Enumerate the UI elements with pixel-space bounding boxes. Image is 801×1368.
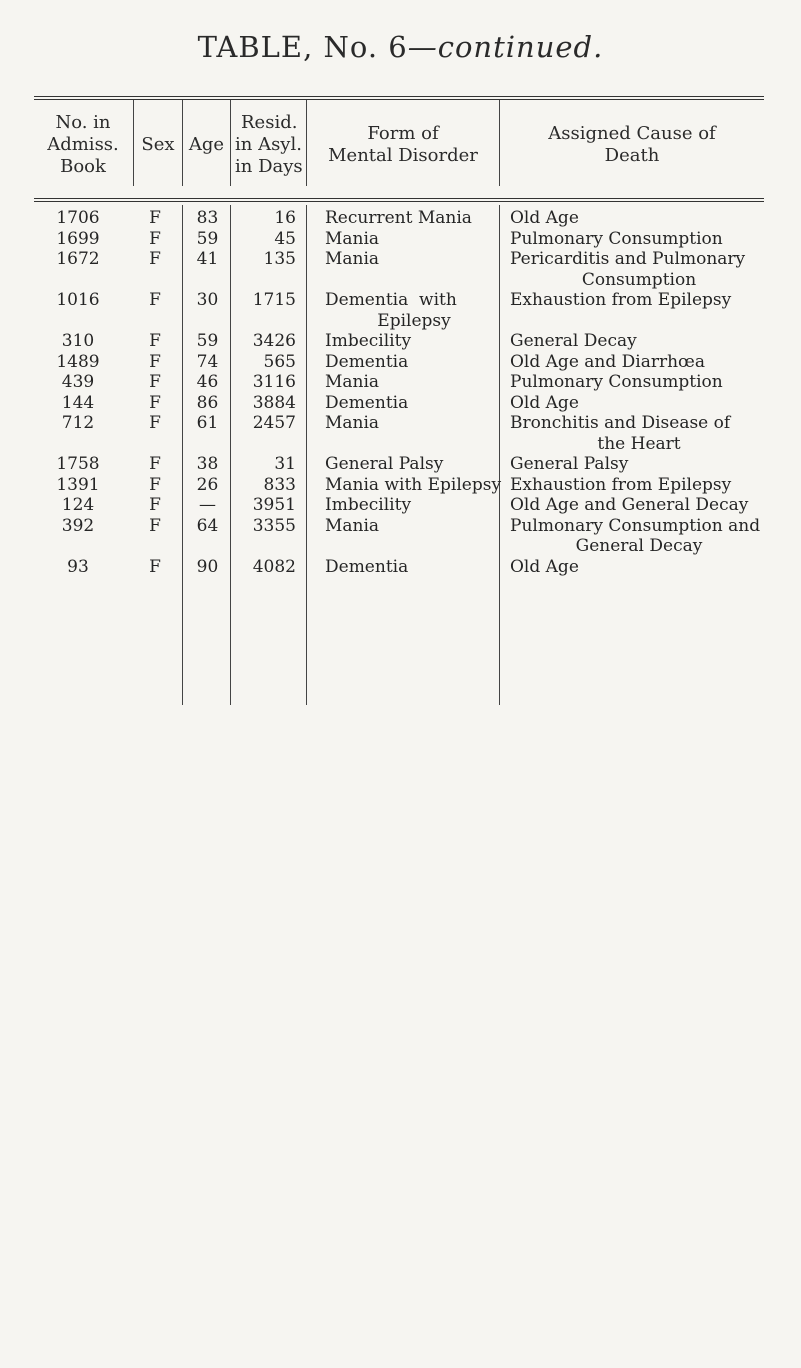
cell-days: 1715 [252, 290, 296, 310]
cell-admission-no: 1391 [56, 474, 100, 495]
title-main: TABLE, No. 6 [197, 30, 408, 64]
cell-days: 31 [274, 454, 296, 474]
cell-cause [510, 208, 768, 229]
cell-cause-line: Old Age and General Decay [510, 495, 749, 515]
cell-admission-no: 1706 [56, 208, 100, 228]
cell-cause [510, 249, 768, 290]
cell-form-line: Dementia [325, 392, 409, 413]
cell-cause-line: Pulmonary Consumption [510, 228, 723, 249]
cell-cause [510, 290, 768, 311]
header-form-line: Mental Disorder [328, 145, 478, 166]
cell-days: 16 [274, 208, 296, 228]
cell-form [325, 331, 503, 352]
cell-cause-line: Old Age and Diarrhœa [510, 351, 706, 372]
cell-form-line: Mania [325, 372, 380, 392]
top-rule [34, 96, 764, 97]
cell-age: 30 [196, 290, 219, 310]
header-cause [500, 123, 764, 167]
cell-sex: F [149, 249, 161, 269]
cell-cause [510, 454, 768, 475]
cell-form-line: Mania with Epilepsy [325, 474, 502, 495]
header-form [307, 123, 499, 167]
cell-sex: F [149, 351, 161, 372]
cell-cause [510, 516, 768, 557]
header-no-line: Admiss. [47, 134, 119, 155]
cell-form-line: General Palsy [325, 454, 444, 474]
header-no-line: Book [60, 156, 106, 177]
cell-cause-line: Pulmonary Consumption [510, 372, 723, 392]
cell-form-line: Imbecility [325, 331, 412, 351]
cell-admission-no: 1016 [56, 290, 100, 310]
cell-cause-line: Bronchitis and Disease of [510, 413, 731, 433]
cell-admission-no: 310 [61, 331, 95, 351]
title-continued: —continued. [407, 30, 604, 64]
cell-cause-line: Exhaustion from Epilepsy [510, 474, 732, 495]
header-rule [34, 198, 764, 199]
cell-days: 565 [263, 351, 296, 372]
cell-age: 74 [196, 351, 219, 372]
cell-age: — [199, 495, 216, 515]
header-days-line: Resid. [241, 112, 298, 133]
cell-sex: F [149, 474, 161, 495]
cell-sex: F [149, 392, 161, 413]
header-days-line: in Days [235, 156, 303, 177]
cell-form-line: Dementia [325, 556, 409, 577]
cell-sex: F [149, 372, 161, 392]
cell-cause [510, 413, 768, 454]
cell-form [325, 516, 503, 537]
cell-admission-no: 1699 [56, 228, 100, 249]
cell-form [325, 352, 503, 373]
cell-form [325, 413, 503, 434]
cell-admission-no: 93 [67, 556, 89, 577]
cell-days: 833 [263, 474, 296, 495]
cell-form-line: Mania [325, 413, 380, 433]
cell-form-line: Imbecility [325, 495, 412, 515]
cell-cause-line: Old Age [510, 392, 579, 413]
cell-age: 59 [196, 228, 219, 249]
cell-days: 135 [263, 249, 296, 269]
cell-days: 3951 [252, 495, 296, 515]
cell-admission-no: 1672 [56, 249, 100, 269]
cell-form-line: Mania [325, 228, 380, 249]
cell-admission-no: 1758 [56, 454, 100, 474]
cell-sex: F [149, 556, 161, 577]
cell-days: 45 [274, 228, 296, 249]
cell-cause-line-2: the Heart [597, 433, 681, 454]
cell-form-line: Dementia with [325, 290, 457, 310]
cell-cause [510, 372, 768, 393]
cell-form [325, 372, 503, 393]
cell-admission-no: 1489 [56, 351, 100, 372]
header-sex: Sex [141, 134, 175, 155]
body-divider [306, 205, 307, 705]
cell-cause [510, 475, 768, 496]
cell-age: 59 [196, 331, 219, 351]
cell-age: 38 [196, 454, 219, 474]
cell-age: 64 [196, 515, 219, 536]
top-rule-2 [34, 99, 764, 100]
cell-sex: F [149, 208, 161, 228]
body-divider [182, 205, 183, 705]
cell-sex: F [149, 454, 161, 474]
header-age: Age [188, 134, 225, 155]
header-no-line: No. in [55, 112, 111, 133]
cell-admission-no: 144 [61, 392, 95, 413]
cell-age: 90 [196, 556, 219, 577]
cell-form [325, 393, 503, 414]
cell-days: 3116 [252, 372, 296, 392]
cell-cause-line: General Palsy [510, 454, 629, 474]
cell-sex: F [149, 515, 161, 536]
header-cause-line: Assigned Cause of [548, 123, 716, 144]
cell-age: 61 [196, 413, 219, 433]
cell-age: 46 [196, 372, 219, 392]
cell-form [325, 229, 503, 250]
cell-sex: F [149, 495, 161, 515]
cell-cause [510, 352, 768, 373]
cell-age: 26 [196, 474, 219, 495]
cell-form [325, 475, 503, 496]
cell-form [325, 208, 503, 229]
cell-form [325, 495, 503, 516]
cell-admission-no: 439 [61, 372, 95, 392]
cell-form-line: Recurrent Mania [325, 208, 472, 228]
cell-form [325, 290, 503, 331]
cell-cause [510, 331, 768, 352]
cell-form-line: Mania [325, 249, 380, 269]
cell-age: 41 [196, 249, 219, 269]
cell-cause-line: Old Age [510, 208, 579, 228]
cell-form-line: Mania [325, 515, 380, 536]
cell-form [325, 454, 503, 475]
cell-cause-line: General Decay [510, 331, 637, 351]
cell-days: 3884 [252, 392, 296, 413]
cell-cause-line-2: Consumption [581, 269, 697, 290]
header-cause-line: Death [604, 145, 660, 166]
cell-sex: F [149, 228, 161, 249]
cell-cause-line: Pericarditis and Pulmonary [510, 249, 746, 269]
header-no [36, 112, 130, 178]
header-days-line: in Asyl. [235, 134, 302, 155]
cell-cause-line: Pulmonary Consumption and [510, 515, 761, 536]
table-title [0, 30, 801, 64]
cell-age: 83 [196, 208, 219, 228]
cell-age: 86 [196, 392, 219, 413]
cell-sex: F [149, 290, 161, 310]
cell-form [325, 557, 503, 578]
header-days [231, 112, 310, 178]
cell-admission-no: 124 [61, 495, 95, 515]
cell-days: 3426 [252, 331, 296, 351]
cell-form-line-2: Epilepsy [377, 310, 451, 331]
cell-sex: F [149, 331, 161, 351]
cell-cause-line: Old Age [510, 556, 579, 577]
cell-cause [510, 557, 768, 578]
cell-admission-no: 712 [61, 413, 95, 433]
cell-admission-no: 392 [61, 515, 95, 536]
cell-cause [510, 495, 768, 516]
cell-form [325, 249, 503, 270]
cell-form-line: Dementia [325, 351, 409, 372]
cell-cause-line: Exhaustion from Epilepsy [510, 290, 732, 310]
cell-cause [510, 229, 768, 250]
body-divider [230, 205, 231, 705]
cell-days: 4082 [252, 556, 296, 577]
header-form-line: Form of [367, 123, 439, 144]
cell-days: 3355 [252, 515, 296, 536]
header-rule-2 [34, 201, 764, 202]
cell-sex: F [149, 413, 161, 433]
cell-cause-line-2: General Decay [575, 536, 703, 556]
cell-cause [510, 393, 768, 414]
cell-days: 2457 [252, 413, 296, 433]
